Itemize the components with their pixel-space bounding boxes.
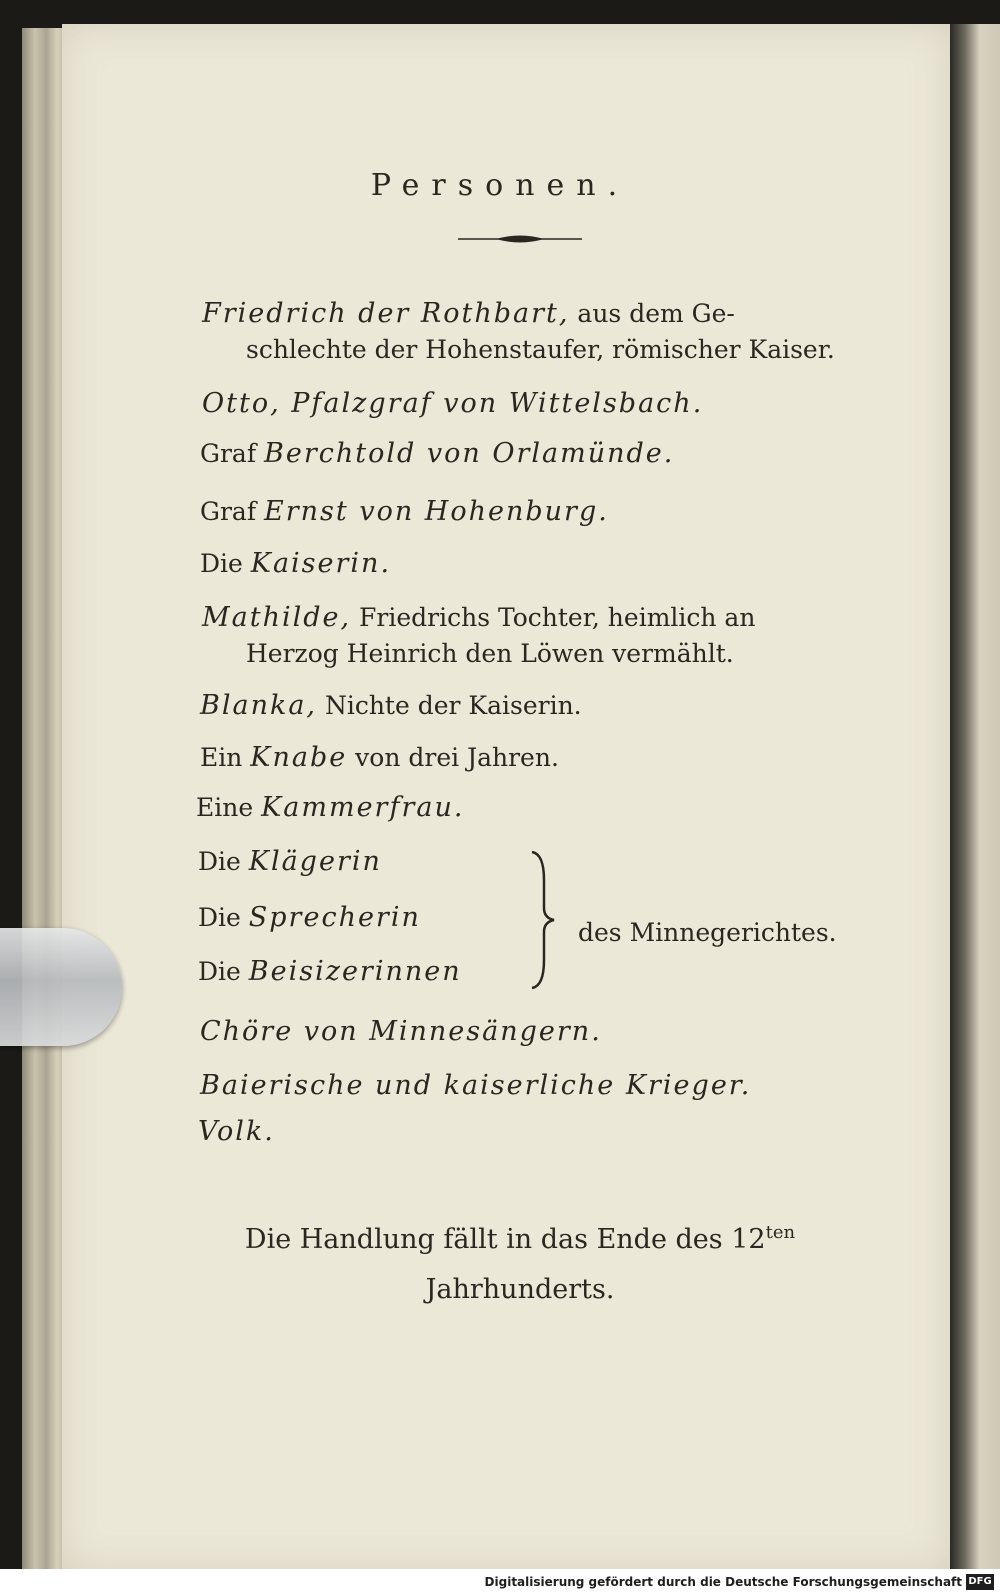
- cast-name: Berchtold von Orlamünde.: [264, 438, 675, 469]
- bracket-label: des Minnegerichtes.: [578, 918, 837, 947]
- cast-prefix: Graf: [200, 439, 265, 468]
- note-sup: ten: [765, 1222, 796, 1243]
- cast-entry-krieger: [200, 1070, 751, 1101]
- page-edges: [22, 28, 66, 1570]
- cast-entry-kammerfrau: [196, 792, 464, 823]
- cast-desc-cont: Herzog Heinrich den Löwen vermählt.: [246, 639, 734, 668]
- note-line1: Die Handlung fällt in das Ende des 12: [244, 1224, 766, 1255]
- cast-name: Friedrich der Rothbart,: [202, 298, 570, 329]
- cast-name: Beisizerinnen: [248, 956, 462, 987]
- cast-name: Kaiserin.: [250, 548, 392, 579]
- cast-entry-kaiserin: [200, 548, 391, 579]
- cast-name: Otto, Pfalzgraf von Wittelsbach.: [202, 388, 704, 419]
- cast-prefix: Die: [198, 903, 249, 932]
- dfg-logo: DFG: [966, 1574, 994, 1590]
- cast-name: Sprecherin: [248, 902, 421, 933]
- footer-bar: [0, 1569, 1000, 1593]
- cast-name: Mathilde,: [202, 602, 352, 633]
- cast-name: Ernst von Hohenburg.: [264, 496, 609, 527]
- cast-entry-ernst: [200, 496, 609, 527]
- cast-prefix: Die: [198, 957, 249, 986]
- setting-note: [0, 1208, 1000, 1315]
- cast-prefix: Ein: [200, 743, 251, 772]
- cast-entry-volk: [198, 1116, 275, 1147]
- cast-name: Baierische und kaiserliche Krieger.: [200, 1070, 752, 1101]
- cast-name: Kammerfrau.: [261, 792, 465, 823]
- cast-name: Chöre von Minnesängern.: [200, 1016, 602, 1047]
- cast-entry-blanka: [200, 690, 582, 721]
- next-page-edge: [950, 24, 1000, 1570]
- ornament-divider: [458, 232, 582, 246]
- note-line2: Jahrhunderts.: [425, 1274, 615, 1305]
- cast-name: Klägerin: [248, 846, 382, 877]
- cast-entry-friedrich: [202, 298, 835, 364]
- footer-credit: Digitalisierung gefördert durch die Deutsche Forschungsgemeinschaft: [484, 1575, 962, 1589]
- cast-name: Blanka,: [200, 690, 318, 721]
- cast-entry-otto: [202, 388, 703, 419]
- cast-entry-klaegerin: [198, 846, 382, 877]
- cast-desc: von drei Jahren.: [347, 743, 559, 772]
- cast-name: Volk.: [198, 1116, 275, 1147]
- cast-entry-sprecherin: [198, 902, 421, 933]
- cast-prefix: Die: [198, 847, 249, 876]
- cast-entry-knabe: [200, 742, 559, 773]
- cast-entry-choere: [200, 1016, 602, 1047]
- page-title: Personen.: [370, 168, 630, 203]
- cast-entry-mathilde: [202, 602, 755, 668]
- curly-brace: [528, 850, 558, 990]
- cast-desc-cont: schlechte der Hohenstaufer, römischer Kaiser.: [246, 335, 835, 364]
- cast-entry-berchtold: [200, 438, 674, 469]
- page-clip: [0, 928, 122, 1046]
- cast-prefix: Eine: [196, 793, 262, 822]
- cast-name: Knabe: [250, 742, 348, 773]
- cast-desc: aus dem Ge-: [569, 299, 735, 328]
- cast-desc: Nichte der Kaiserin.: [317, 691, 582, 720]
- cast-prefix: Graf: [200, 497, 265, 526]
- cast-entry-beisizerinnen: [198, 956, 462, 987]
- cast-prefix: Die: [200, 549, 251, 578]
- cast-desc: Friedrichs Tochter, heimlich an: [351, 603, 756, 632]
